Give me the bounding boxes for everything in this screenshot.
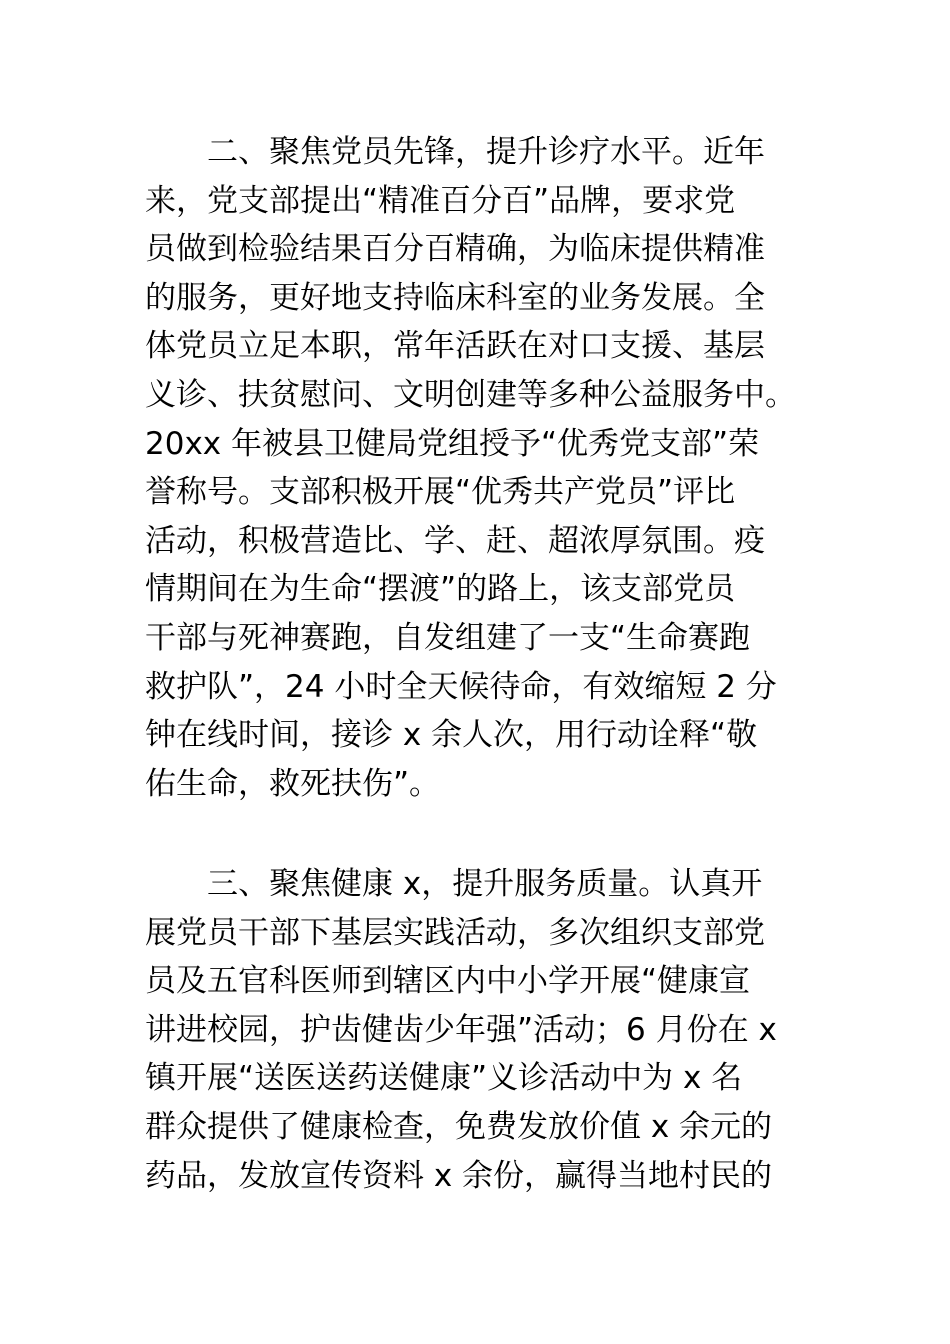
text-line: 救护队”，24 小时全天候待命，有效缩短 2 分 <box>145 668 777 705</box>
text-line: 誉称号。支部积极开展“优秀共产党员”评比 <box>145 474 736 511</box>
text-line: 讲进校园，护齿健齿少年强”活动；6 月份在 x <box>145 1011 777 1048</box>
text-line: 活动，积极营造比、学、赶、超浓厚氛围。疫 <box>145 522 765 559</box>
text-line: 佑生命，救死扶伤”。 <box>145 765 441 802</box>
text-line: 体党员立足本职，常年活跃在对口支援、基层 <box>145 328 765 365</box>
text-line: 钟在线时间，接诊 x 余人次，用行动诠释“敬 <box>145 717 758 754</box>
text-line: 来，党支部提出“精准百分百”品牌，要求党 <box>145 182 736 219</box>
text-line: 三、聚焦健康 x，提升服务质量。认真开 <box>207 866 763 902</box>
text-line: 展党员干部下基层实践活动，多次组织支部党 <box>145 914 765 951</box>
text-line: 20xx 年被县卫健局党组授予“优秀党支部”荣 <box>145 425 760 462</box>
paragraph-section-two <box>145 128 810 808</box>
text-line: 情期间在为生命“摆渡”的路上，该支部党员 <box>145 571 736 608</box>
text-line: 药品，发放宣传资料 x 余份，赢得当地村民的 <box>145 1157 773 1194</box>
paragraph-section-three <box>145 860 810 1200</box>
text-line: 干部与死神赛跑，自发组建了一支“生命赛跑 <box>145 619 751 656</box>
text-line: 员及五官科医师到辖区内中小学开展“健康宣 <box>145 963 751 1000</box>
text-line: 群众提供了健康检查，免费发放价值 x 余元的 <box>145 1108 773 1145</box>
text-line: 二、聚焦党员先锋，提升诊疗水平。近年 <box>207 134 765 170</box>
text-line: 义诊、扶贫慰问、文明创建等多种公益服务中。 <box>145 376 796 413</box>
text-line: 员做到检验结果百分百精确，为临床提供精准 <box>145 231 765 268</box>
text-line: 镇开展“送医送药送健康”义诊活动中为 x 名 <box>145 1060 743 1097</box>
text-line: 的服务，更好地支持临床科室的业务发展。全 <box>145 279 765 316</box>
